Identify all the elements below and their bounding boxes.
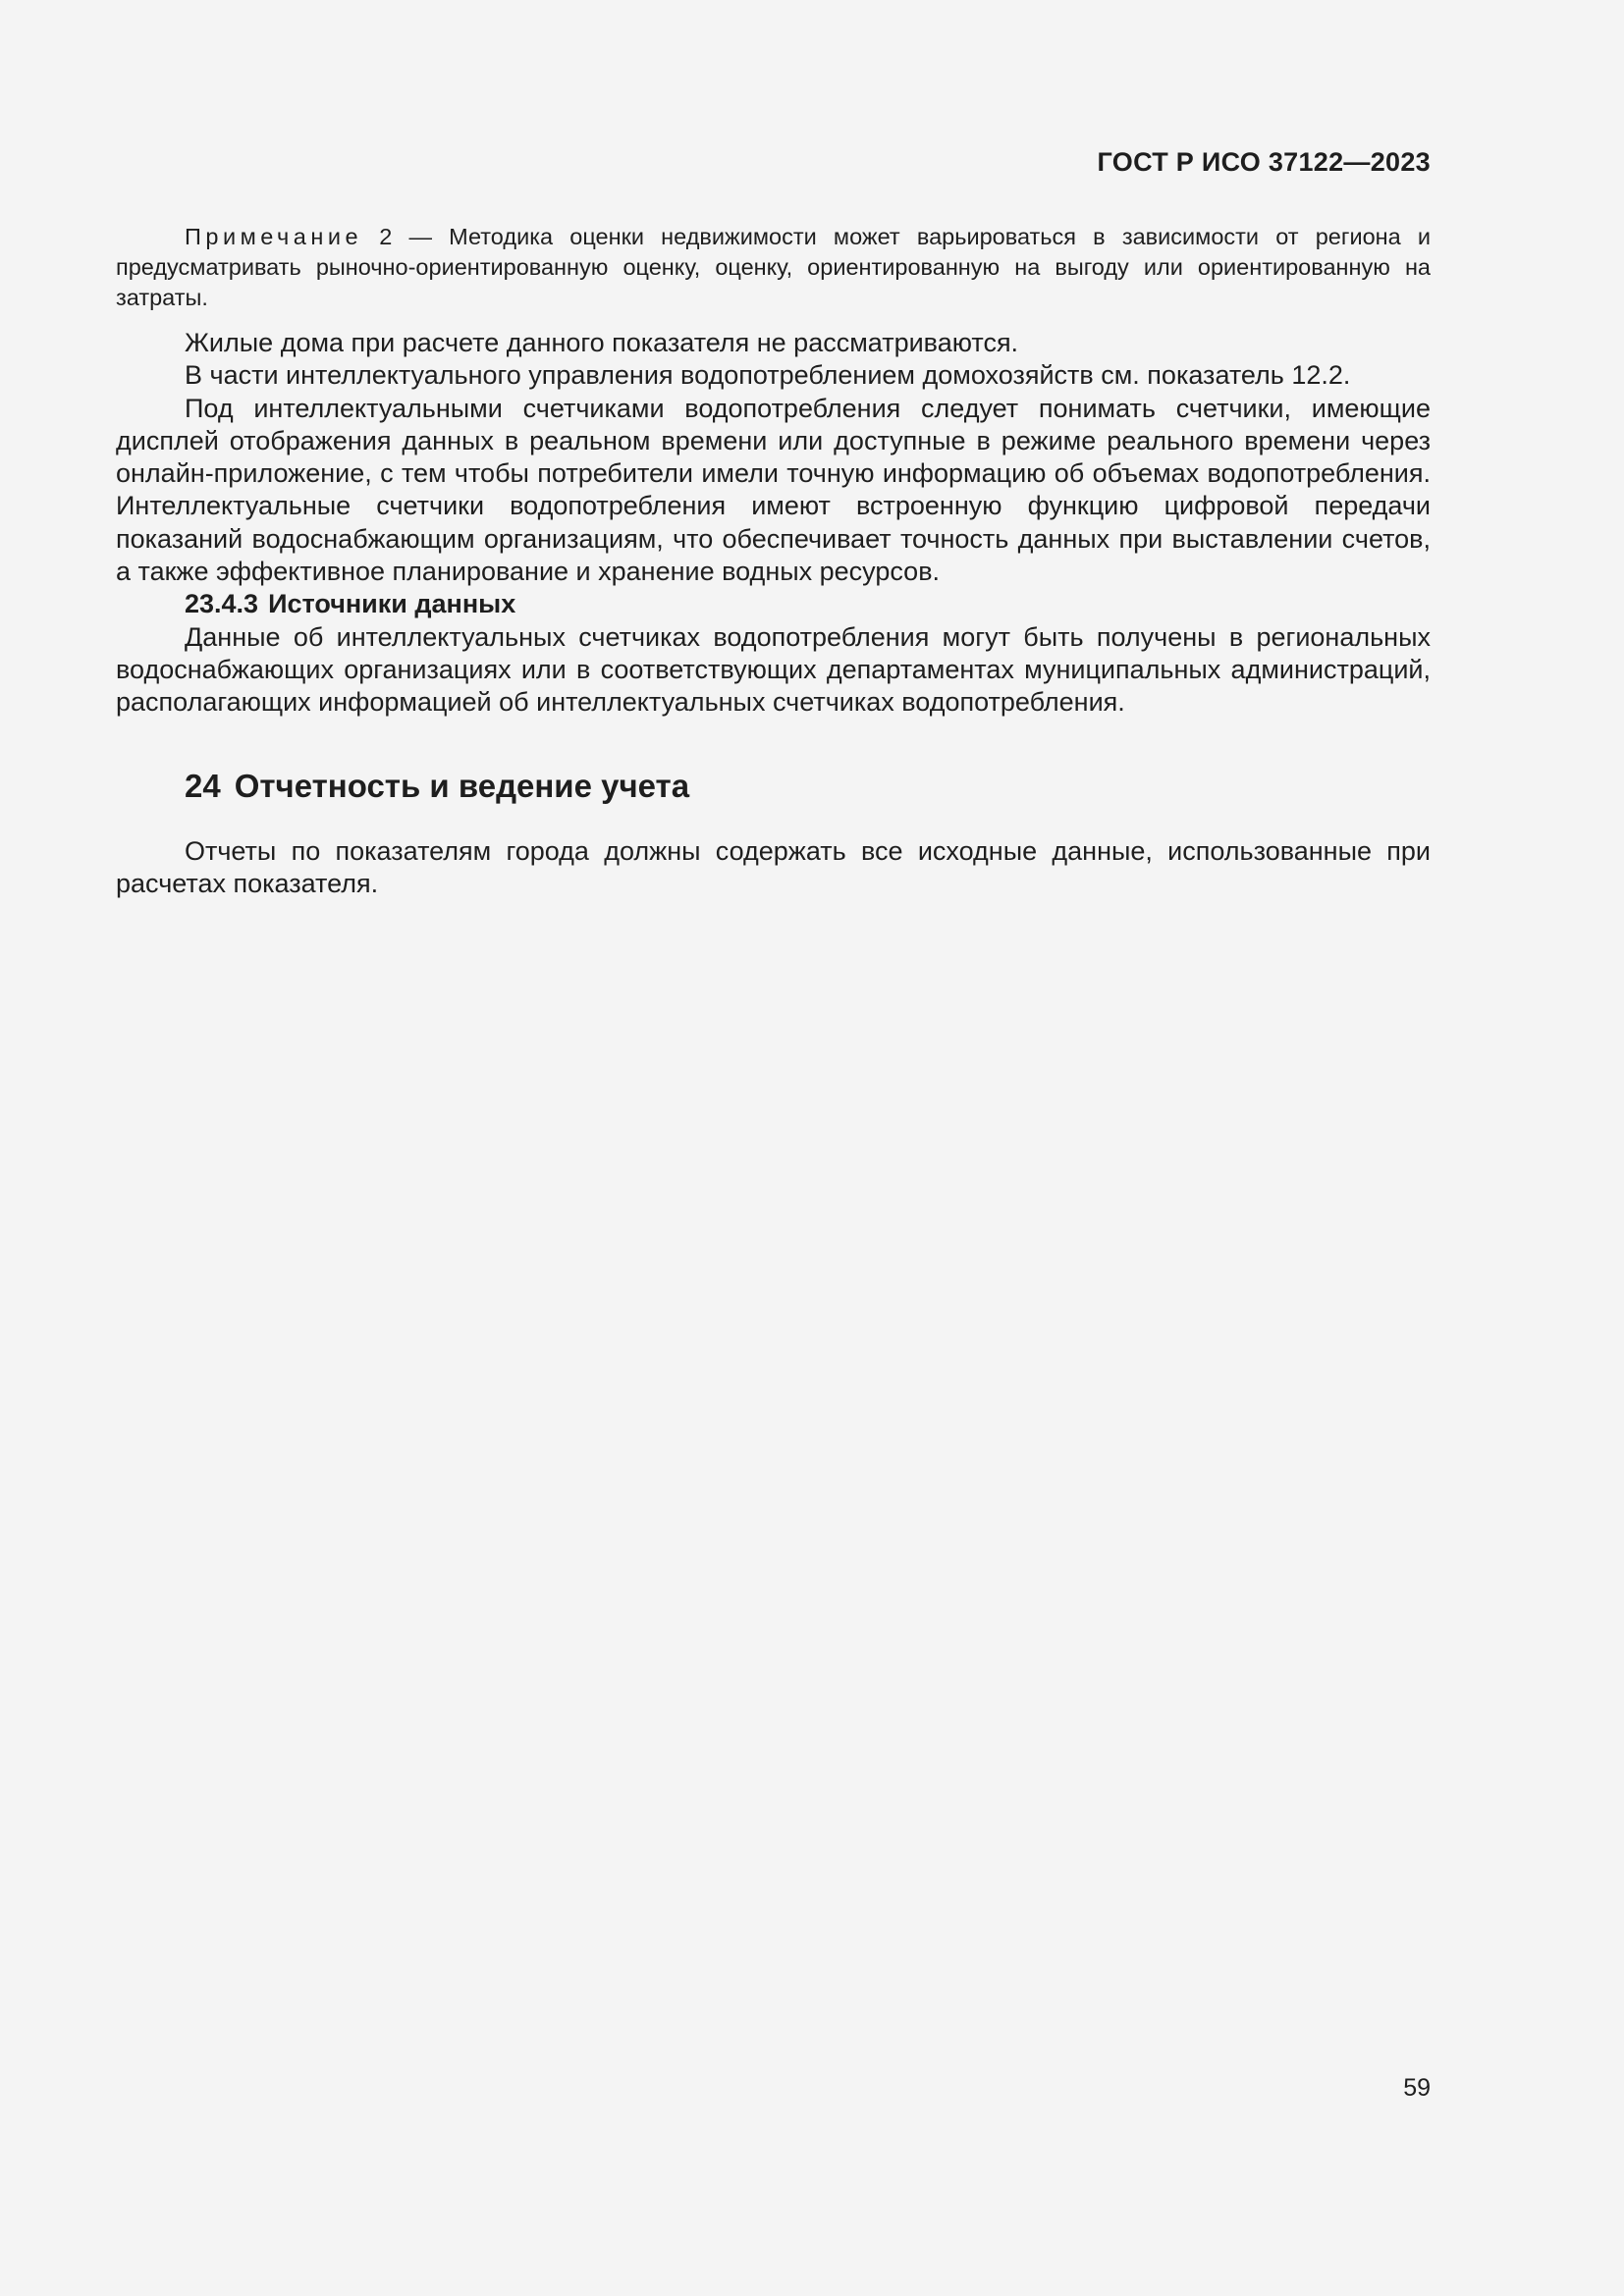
paragraph-smart-meters: Под интеллектуальными счетчиками водопотребления следует понимать счетчики, имеющие дисплей отображения данных в реальном времени или доступные в режиме реального времени через онлайн-приложение, с тем чтобы потребители имели точную информацию об объемах водопотребления. Интеллектуальные счетчики водопотребления имеют встроенную функцию цифровой передачи показаний водоснабжающим организациям, что обеспечивает точность данных при выставлении счетов, а также эффективное планирование и хранение водных ресурсов. — [116, 393, 1431, 587]
section-title: Отчетность и ведение учета — [234, 767, 690, 804]
section-heading — [116, 767, 1431, 806]
section-number: 24 — [185, 767, 221, 804]
subsection-heading — [116, 588, 1431, 620]
page-number: 59 — [1403, 2074, 1431, 2102]
subsection-title: Источники данных — [268, 589, 516, 619]
paragraph-household-water: В части интеллектуального управления водопотреблением домохозяйств см. показатель 12.2. — [185, 360, 1351, 391]
note-label: Примечание — [185, 224, 363, 249]
document-code-header: ГОСТ Р ИСО 37122—2023 — [1097, 147, 1431, 177]
subsection-number: 23.4.3 — [185, 589, 259, 619]
note-paragraph — [116, 222, 1431, 313]
section-text: Отчеты по показателям города должны содержать все исходные данные, использованные при расчетах показателя. — [116, 835, 1431, 898]
note-text: 2 — Методика оценки недвижимости может варьироваться в зависимости от региона и предусматривать рыночно-ориентированную оценку, оценку, ориентированную на выгоду или ориентированную на затраты. — [116, 224, 1432, 310]
paragraph-residential: Жилые дома при расчете данного показателя не рассматриваются. — [185, 328, 1019, 357]
subsection-text: Данные об интеллектуальных счетчиках водопотребления могут быть получены в региональных водоснабжающих организациях или в соответствующих департаментах муниципальных администраций, располагающих информацией об интеллектуальных счетчиках водопотребления. — [116, 621, 1431, 718]
page-content — [116, 222, 1431, 900]
